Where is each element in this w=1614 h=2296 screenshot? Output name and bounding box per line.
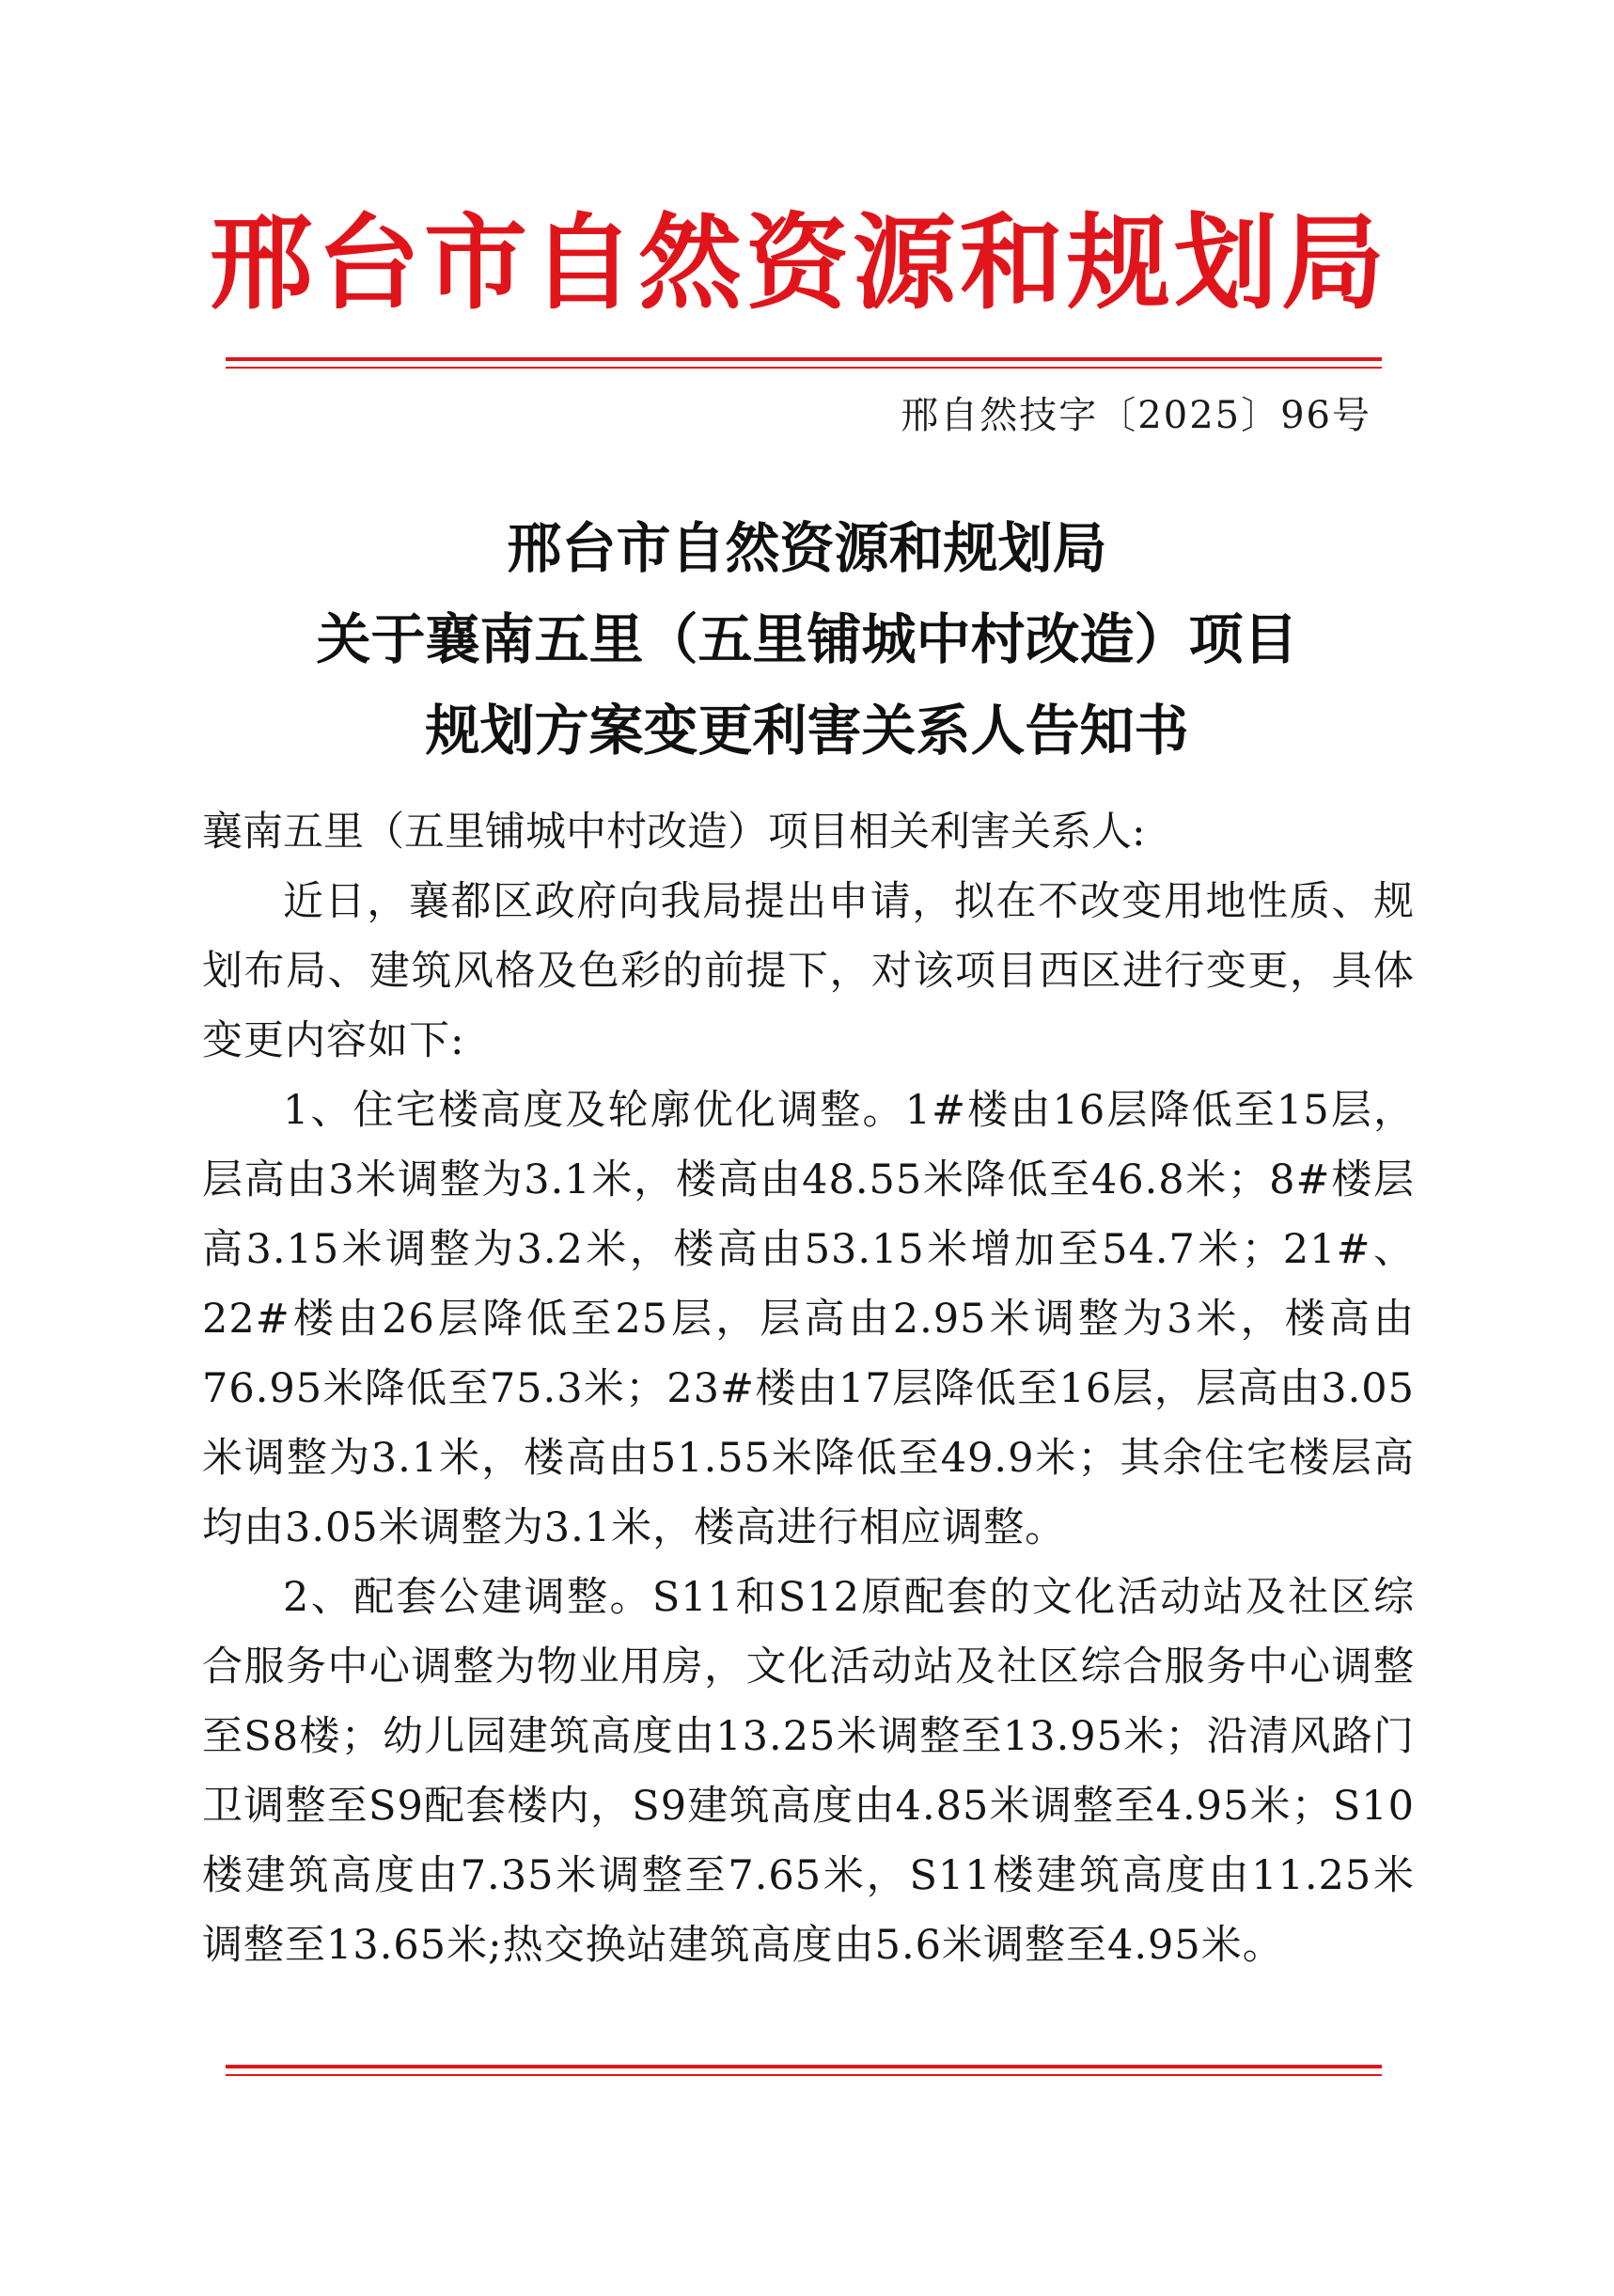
paragraph-item-1: 1、住宅楼高度及轮廓优化调整。1#楼由16层降低至15层，层高由3米调整为3.1米，楼高由48.55米降低至46.8米；8#楼层高3.15米调整为3.2米，楼高由53.15米增加至54.7米；21#、22#楼由26层降低至25层，层高由2.95米调整为3米，楼高由76.95米降低至75.3米；23#楼由17层降低至16层，层高由3.05米调整为3.1米，楼高由51.55米降低至49.9米；其余住宅楼层高均由3.05米调整为3.1米，楼高进行相应调整。 [202,1087,1415,1551]
footer-red-rule-thick [226,2065,1382,2068]
paragraph-item-2: 2、配套公建调整。S11和S12原配套的文化活动站及社区综合服务中心调整为物业用房，文化活动站及社区综合服务中心调整至S8楼；幼儿园建筑高度由13.25米调整至13.95米；沿清风路门卫调整至S9配套楼内，S9建筑高度由4.85米调整至4.95米；S10楼建筑高度由7.35米调整至7.65米，S11楼建筑高度由11.25米调整至13.65米;热交换站建筑高度由5.6米调整至4.95米。 [202,1574,1415,1969]
footer-red-rule-thin [226,2074,1382,2076]
paragraph-intro: 近日，襄都区政府向我局提出申请，拟在不改变用地性质、规划布局、建筑风格及色彩的前提下，对该项目西区进行变更，具体变更内容如下: [202,878,1415,1064]
document-number: 邢自然技字〔2025〕96号 [901,394,1371,437]
document-title [169,503,1445,777]
title-line-1: 邢台市自然资源和规划局 [507,516,1107,580]
organization-red-header: 邢台市自然资源和规划局 [210,203,1388,323]
salutation: 襄南五里（五里铺城中村改造）项目相关利害关系人: [202,809,1146,856]
header-red-rule-thick [226,357,1382,361]
title-line-3: 规划方案变更利害关系人告知书 [425,699,1189,763]
title-line-2: 关于襄南五里（五里铺城中村改造）项目 [316,607,1298,671]
document-body [202,797,1415,1980]
header-red-rule-thin [226,367,1382,369]
